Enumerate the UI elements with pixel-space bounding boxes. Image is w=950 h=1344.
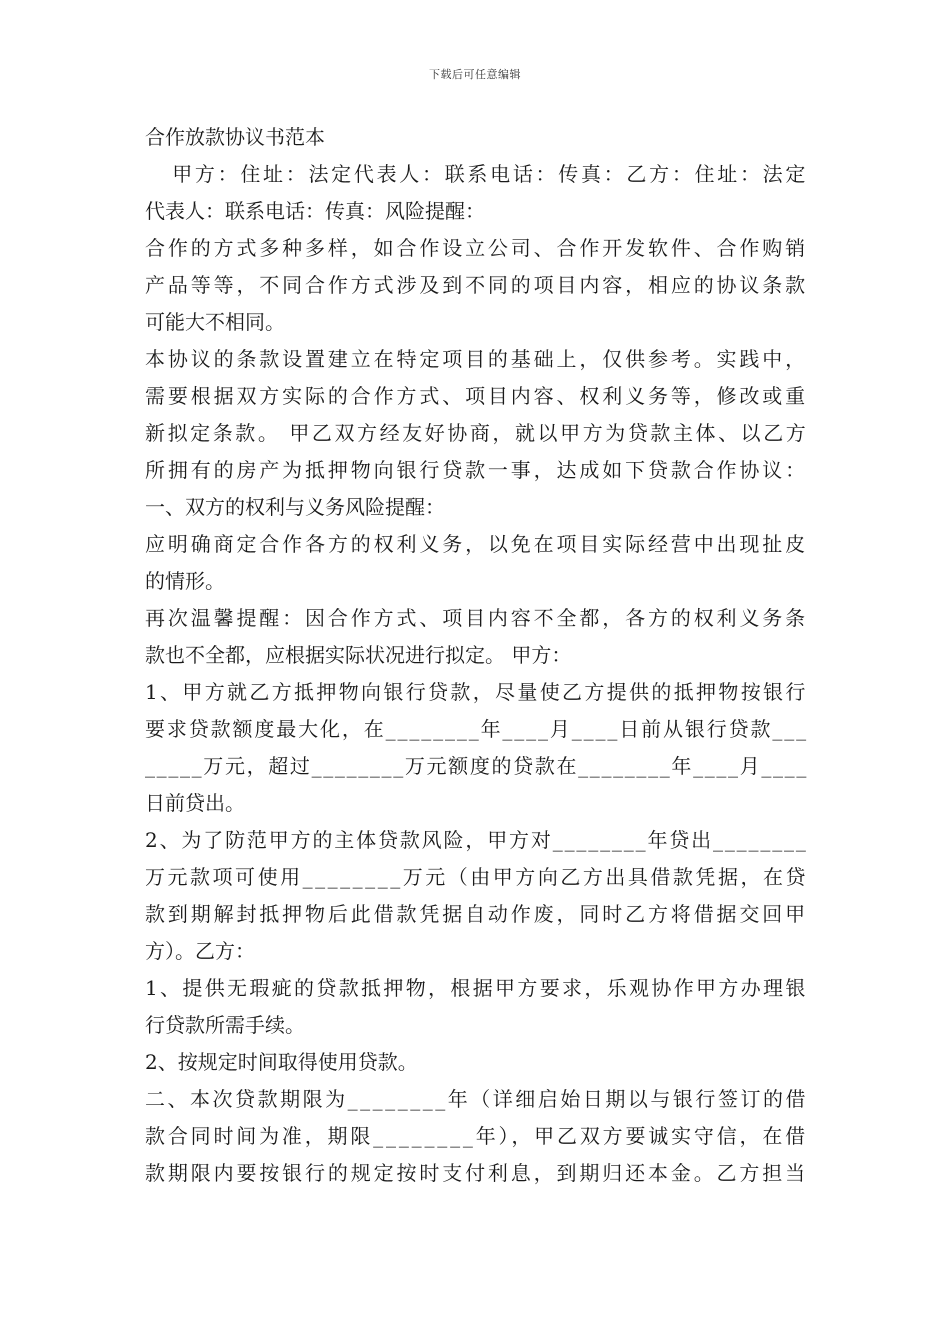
text-line: _____万元，超过________万元额度的贷款在________年____月____ [145,754,808,778]
text-line: 本协议的条款设置建立在特定项目的基础上，仅供参考。实践中， [145,347,808,371]
document-title: 合作放款协议书范本 [145,125,325,149]
text-line: 甲方：住址：法定代表人：联系电话：传真：乙方：住址：法定 [145,162,809,186]
text-line: 二、本次贷款期限为________年（详细启始日期以与银行签订的借 [145,1087,808,1111]
text-line: 款合同时间为准，期限________年），甲乙双方要诚实守信，在借 [145,1124,808,1148]
text-line: 一、双方的权利与义务风险提醒： [145,495,445,519]
text-line: 1、提供无瑕疵的贷款抵押物，根据甲方要求，乐观协作甲方办理银 [145,976,808,1000]
text-line: 应明确商定合作各方的权利义务，以免在项目实际经营中出现扯皮 [145,532,808,556]
text-line: 款到期解封抵押物后此借款凭据自动作废，同时乙方将借据交回甲 [145,902,808,926]
text-line: 款也不全都，应根据实际状况进行拟定。 甲方： [145,643,572,667]
text-line: 万元款项可使用________万元（由甲方向乙方出具借款凭据，在贷 [145,865,808,889]
text-line: 可能大不相同。 [145,310,285,334]
text-line: 方）。乙方： [145,939,255,963]
text-line: 的情形。 [145,569,225,593]
text-line: 日前贷出。 [145,791,245,815]
text-line: 要求贷款额度最大化，在________年____月____日前从银行贷款___ [145,717,808,741]
text-line: 再次温馨提醒：因合作方式、项目内容不全都，各方的权利义务条 [145,606,808,630]
text-line: 2、按规定时间取得使用贷款。 [145,1050,418,1074]
text-line: 代表人：联系电话：传真：风险提醒： [145,199,485,223]
document-body [145,119,810,1192]
text-line: 行贷款所需手续。 [145,1013,305,1037]
text-line: 新拟定条款。 甲乙双方经友好协商，就以甲方为贷款主体、以乙方 [145,421,809,445]
text-line: 1、甲方就乙方抵押物向银行贷款，尽量使乙方提供的抵押物按银行 [145,680,808,704]
text-line: 合作的方式多种多样，如合作设立公司、合作开发软件、合作购销 [145,236,808,260]
text-line: 产品等等，不同合作方式涉及到不同的项目内容，相应的协议条款 [145,273,808,297]
text-line: 款期限内要按银行的规定按时支付利息，到期归还本金。乙方担当 [145,1161,808,1185]
text-line: 所拥有的房产为抵押物向银行贷款一事，达成如下贷款合作协议： [145,458,808,482]
text-line: 需要根据双方实际的合作方式、项目内容、权利义务等，修改或重 [145,384,808,408]
text-line: 2、为了防范甲方的主体贷款风险，甲方对________年贷出________ [145,828,808,852]
page-header: 下载后可任意编辑 [429,68,521,81]
